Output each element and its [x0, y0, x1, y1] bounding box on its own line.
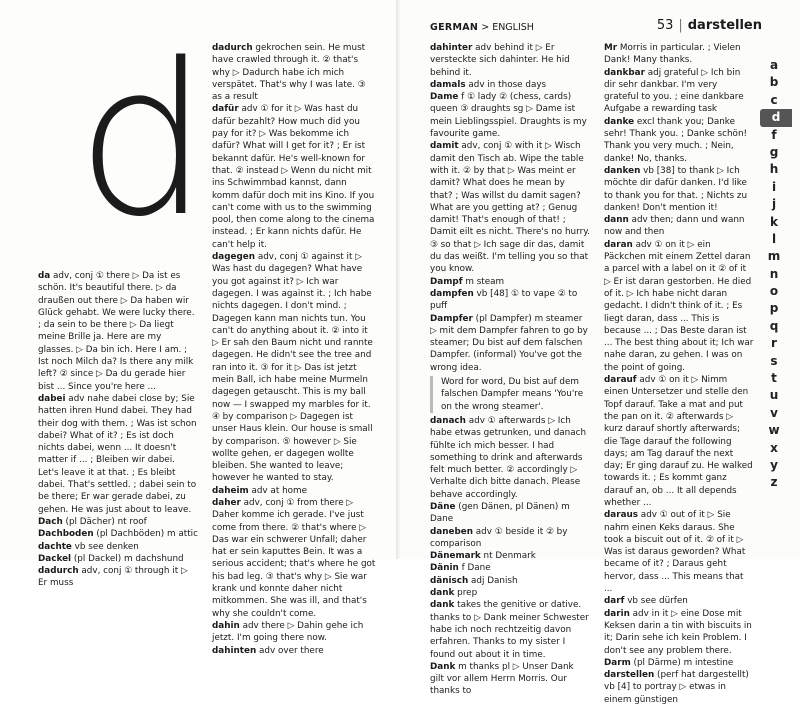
entry-headword: daher [212, 497, 241, 508]
entry-definition: m steam [462, 276, 505, 287]
dictionary-entry [38, 393, 198, 516]
thumb-index-letter-x[interactable]: x [770, 440, 778, 455]
entry-headword: dahinter [430, 43, 473, 53]
thumb-index-letter-h[interactable]: h [769, 162, 779, 177]
thumb-index-letter-w[interactable]: w [768, 423, 780, 438]
thumb-index-letter-p[interactable]: p [769, 301, 779, 316]
entry-definition: adv, conj ① from there ▷ Daher komme ich gerade. I've just come from there. ② that's where ▷ Das war ein schwerer Unfall; daher hat er sein kaputtes Bein. It was a serious accident; that's where he got his bad leg. ③ that's why ▷ Sie war krank und konnte daher nicht mitkommen. She was ill, and that's why she couldn't come. [212, 497, 376, 619]
thumb-index-letter-r[interactable]: r [771, 336, 777, 351]
dictionary-entry [604, 657, 754, 669]
thumb-index-letter-a[interactable]: a [769, 58, 779, 72]
entry-definition: f Dane [458, 563, 491, 574]
thumb-index-letter-m[interactable]: m [767, 249, 781, 264]
dictionary-entry [212, 485, 376, 497]
entry-definition: adv ① beside it ② by comparison [430, 526, 568, 549]
dictionary-entry [604, 214, 754, 239]
dictionary-entry [430, 587, 590, 599]
dictionary-entry [604, 608, 754, 657]
dictionary-entry [38, 528, 198, 540]
dictionary-entry [430, 276, 590, 288]
entry-definition: adv, conj ① there ▷ Da ist es schön. It's beautiful there. ▷ da draußen out there ▷ Da haben wir Glück gehabt. We were lucky there. ; da sein to be there ▷ Da liegt meine Brille ja. Here are my glasses. ▷ Da bin ich. Here I am. ; Ist noch Milch da? Is there any milk left? ② since ▷ Da du gerade hier bist ... Since you're here ... [38, 271, 195, 392]
entry-headword: dadurch [212, 43, 253, 53]
entry-headword: dann [604, 215, 629, 226]
right-page [400, 0, 800, 705]
column-1 [38, 270, 198, 589]
entry-definition: adv, conj ① with it ▷ Wisch damit den Tisch ab. Wipe the table with it. ② by that ▷ Was meint er damit? What does he mean by that? ; Was willst du damit sagen? What are you getting at? ; Genug damit! That's enough of that! ; Damit eilt es nicht. There's no hurry. ③ so that ▷ Ich sage dir das, damit du das weißt. I'm telling you so that you know. [430, 141, 590, 275]
header-source-language: GERMAN [430, 22, 479, 33]
entry-headword: dankbar [604, 67, 645, 78]
entry-headword: daraus [604, 510, 639, 521]
entry-headword: dänisch [430, 575, 469, 586]
entry-definition: adv ① on it ▷ Nimm einen Untersetzer und stelle den Topf darauf. Take a mat and put the pan on it. ② afterwards ▷ kurz darauf shortly afterwards; die Tage darauf the following days; am Tag darauf the next day; Er ging darauf zu. He walked towards it. ; Es kommt ganz darauf an, ob ... It all depends whether ... [604, 375, 753, 508]
entry-definition: vb see denken [71, 541, 139, 552]
thumb-index-letter-j[interactable]: j [771, 197, 777, 212]
entry-definition: vb [48] ① to vape ② to puff [430, 288, 578, 312]
entry-headword: damals [430, 79, 466, 90]
entry-definition: adv ① for it ▷ Was hast du dafür bezahlt? How much did you pay for it? ▷ Was bekomme ich dafür? What will I get for it? ; Er ist bekannt dafür. He's well-known for that. ② instead ▷ Wenn du nicht mit ins Schwimmbad kannst, dann komm dafür doch mit ins Kino. If you can't come with us to the swimming pool, then come along to the cinema instead. ; Er kann nichts dafür. He can't help it. [212, 104, 375, 250]
entry-definition: adj grateful ▷ Ich bin dir sehr dankbar. I'm very grateful to you. ; eine dankbare Aufgabe a rewarding task [604, 67, 744, 115]
entry-headword: dabei [38, 393, 66, 404]
dictionary-entry [604, 42, 754, 67]
dictionary-entry [212, 645, 376, 657]
entry-definition: adv in it ▷ eine Dose mit Keksen darin a tin with biscuits in it; Darin sehe ich kein Problem. I don't see any problem there. [604, 608, 752, 656]
thumb-index-letter-l[interactable]: l [771, 231, 777, 246]
header-target-language: ENGLISH [492, 22, 534, 33]
entry-definition: vb see dürfen [624, 596, 688, 607]
dictionary-entry [212, 497, 376, 620]
entry-definition: vb [38] to thank ▷ Ich möchte dir dafür danken. I'd like to thank you for that. ; Nichts zu danken! Don't mention it! [604, 165, 748, 213]
entry-headword: Dachboden [38, 529, 94, 540]
entry-headword: Darm [604, 657, 631, 668]
entry-definition: (pl Dächer) nt roof [62, 516, 147, 527]
entry-headword: Dackel [38, 553, 72, 564]
thumb-index-letter-f[interactable]: f [771, 127, 777, 142]
entry-definition: f ① lady ② (chess, cards) queen ③ draughts sg ▷ Dame ist mein Lieblingsspiel. Draughts is my favourite game. [430, 92, 587, 140]
usage-note: Word for word, Du bist auf dem falschen Dampfer means 'You're on the wrong steamer'. [430, 376, 590, 413]
entry-headword: Dank [430, 661, 456, 672]
entry-headword: dahinten [212, 645, 257, 656]
entry-headword: da [38, 271, 51, 281]
entry-headword: dagegen [212, 252, 256, 263]
entry-definition: (pl Dackel) m dachshund [71, 553, 184, 564]
entry-headword: danke [604, 116, 635, 127]
thumb-index-letter-i[interactable]: i [771, 179, 777, 194]
page-header [657, 18, 762, 33]
dictionary-entry [430, 501, 590, 526]
alphabet-thumb-index [764, 57, 784, 492]
thumb-index-letter-o[interactable]: o [769, 284, 779, 299]
entry-definition: adv in those days [465, 79, 547, 90]
entry-definition: takes the genitive or dative. thanks to ▷ Dank meiner Schwester habe ich noch rechtzeitig davon erfahren. Thanks to my sister I found out about it in time. [430, 600, 589, 660]
entry-definition: adv behind it ▷ Er versteckte sich dahinter. He hid behind it. [430, 43, 570, 78]
dictionary-entry [38, 565, 198, 590]
entry-headword: damit [430, 141, 459, 152]
entry-headword: darauf [604, 375, 637, 386]
entry-definition: adv there ▷ Dahin gehe ich jetzt. I'm going there now. [212, 620, 364, 644]
entry-definition: adv, conj ① through it ▷ Er muss [38, 566, 188, 589]
dictionary-entry [430, 140, 590, 275]
entry-definition: gekrochen sein. He must have crawled through it. ② that's why ▷ Dadurch habe ich mich verspätet. That's why I was late. ③ as a result [212, 43, 366, 103]
entry-definition: adv at home [248, 485, 308, 496]
dictionary-entry [604, 509, 754, 595]
language-header [430, 22, 534, 33]
entry-definition: adv over there [256, 645, 324, 656]
dictionary-entry [604, 595, 754, 607]
entry-headword: dahin [212, 620, 240, 631]
entry-definition: adv nahe dabei close by; Sie hatten ihren Hund dabei. They had their dog with them. ; Was ist schon dabei? What of it? ; Es ist doch nichts dabei, wenn ... It doesn't matter if ... ; Bleiben wir dabei. Let's leave it at that. ; Es bleibt dabei. That's settled. ; dabei sein to be there; Er war gerade dabei, zu gehen. He was just about to leave. [38, 393, 197, 515]
entry-definition: excl thank you; Danke sehr! Thank you. ; Danke schön! Thank you very much. ; Nein, danke! No, thanks. [604, 116, 748, 164]
dictionary-entry [430, 415, 590, 501]
dictionary-entry [430, 42, 590, 79]
dictionary-entry [430, 79, 590, 91]
dictionary-entry [430, 288, 590, 313]
thumb-index-letter-z[interactable]: z [770, 475, 778, 490]
entry-headword: darstellen [604, 670, 655, 681]
thumb-index-letter-k[interactable]: k [770, 214, 778, 229]
dictionary-entry [604, 67, 754, 116]
entry-definition: adv, conj ① against it ▷ Was hast du dagegen? What have you got against it? ▷ Ich war dagegen. I was against it. ; Ich habe nichts dagegen. I don't mind. ; Dagegen kann man nichts tun. You can't do anything about it. ② into it ▷ Er sah den Baum nicht und rannte dagegen. He didn't see the tree and ran into it. ③ for it ▷ Das ist jetzt mein Ball, ich habe meine Murmeln dagegen getauscht. This is my ball now — I swapped my marbles for it. ④ by comparison ▷ Dagegen ist unser Haus klein. Our house is small by comparison. ⑤ however ▷ Sie wollte gehen, er dagegen wollte bleiben. She wanted to leave; however he wanted to stay. [212, 252, 373, 484]
entry-headword: daran [604, 239, 633, 250]
entry-definition: adv then; dann und wann now and then [604, 215, 745, 238]
column-3 [430, 42, 590, 697]
thumb-index-letter-b[interactable]: b [769, 75, 779, 90]
entry-headword: Däne [430, 501, 456, 512]
dictionary-entry [604, 116, 754, 165]
entry-headword: daneben [430, 526, 473, 537]
entry-definition: (pl Dachböden) m attic [93, 529, 198, 540]
entry-headword: Mr [604, 43, 618, 53]
entry-headword: dadurch [38, 566, 79, 577]
dictionary-entry [430, 313, 590, 374]
entry-headword: Dampf [430, 276, 463, 287]
dictionary-entry [430, 526, 590, 551]
thumb-index-letter-g[interactable]: g [769, 144, 779, 159]
dictionary-entry [212, 251, 376, 485]
dictionary-entry [212, 42, 376, 103]
thumb-index-letter-s[interactable]: s [770, 353, 778, 368]
dictionary-entry [212, 103, 376, 251]
entry-headword: dachte [38, 541, 72, 552]
entry-definition: adv ① on it ▷ ein Päckchen mit einem Zettel daran a parcel with a label on it ② of it ▷ Er ist daran gestorben. He died of it. ▷ Ich habe nicht daran gedacht. I didn't think of it. ; Es liegt daran, dass ... This is because ... ; Das Beste daran ist ... The best thing about it; Ich war nahe daran, zu gehen. I was on the point of going. [604, 239, 754, 373]
thumb-index-letter-t[interactable]: t [771, 371, 777, 386]
thumb-index-letter-d[interactable]: d [760, 109, 792, 126]
thumb-index-letter-c[interactable]: c [770, 92, 778, 107]
dictionary-entry [38, 541, 198, 553]
left-page [0, 0, 398, 656]
entry-definition: adv ① out of it ▷ Sie nahm einen Keks daraus. She took a biscuit out of it. ② of it ▷ Was ist daraus geworden? What became of it? ; Daraus geht hervor, dass ... This means that ... [604, 510, 746, 595]
entry-headword: dampfen [430, 288, 474, 299]
section-letter: d [76, 18, 210, 263]
entry-definition: adv ① afterwards ▷ Ich habe etwas getrunken, und danach fühlte ich mich besser. I had something to drink and afterwards felt much better. ② accordingly ▷ Verhalte dich bitte danach. Please behave accordingly. [430, 415, 587, 500]
entry-definition: (perf hat dargestellt) vb [4] to portray ▷ etwas in einem günstigen [604, 670, 749, 705]
entry-definition: prep [454, 588, 478, 599]
header-divider: | [678, 18, 683, 33]
entry-definition: nt Denmark [480, 551, 536, 562]
entry-headword: danach [430, 415, 466, 426]
dictionary-entry [430, 575, 590, 587]
entry-definition: (gen Dänen, pl Dänen) m Dane [430, 501, 570, 525]
entry-headword: danken [604, 165, 641, 176]
dictionary-entry [38, 516, 198, 528]
entry-headword: darf [604, 596, 625, 607]
entry-headword: Dame [430, 92, 459, 103]
dictionary-entry [430, 599, 590, 660]
entry-definition: (pl Dampfer) m steamer ▷ mit dem Dampfer fahren to go by steamer; Du bist auf dem falschen Dampfer. (informal) You've got the wrong idea. [430, 313, 588, 373]
thumb-index-letter-v[interactable]: v [770, 405, 778, 420]
dictionary-entry [604, 239, 754, 374]
thumb-index-letter-y[interactable]: y [770, 457, 778, 472]
dictionary-entry [212, 620, 376, 645]
entry-headword: dank [430, 588, 455, 599]
header-separator: > [481, 22, 490, 33]
thumb-index-letter-n[interactable]: n [769, 266, 779, 281]
column-4 [604, 42, 754, 705]
entry-headword: Dänemark [430, 551, 481, 562]
dictionary-entry [38, 553, 198, 565]
dictionary-entry [430, 91, 590, 140]
dictionary-entry [38, 270, 198, 393]
dictionary-entry [430, 550, 590, 562]
entry-headword: dank [430, 600, 455, 611]
dictionary-entry [430, 562, 590, 574]
dictionary-entry [604, 669, 754, 706]
entry-headword: dafür [212, 104, 239, 115]
guide-word: darstellen [687, 18, 762, 33]
dictionary-entry [430, 661, 590, 698]
entry-headword: Dach [38, 516, 63, 527]
entry-headword: darin [604, 608, 630, 619]
dictionary-entry [604, 165, 754, 214]
page-number: 53 [656, 18, 674, 33]
entry-definition: Morris in particular. ; Vielen Dank! Many thanks. [604, 43, 741, 66]
entry-definition: (pl Därme) m intestine [630, 657, 734, 668]
entry-headword: Dampfer [430, 313, 473, 324]
entry-definition: m thanks pl ▷ Unser Dank gilt vor allem Herrn Morris. Our thanks to [430, 661, 574, 697]
thumb-index-letter-q[interactable]: q [769, 318, 779, 333]
dictionary-entry [604, 374, 754, 509]
entry-headword: Dänin [430, 563, 459, 574]
thumb-index-letter-u[interactable]: u [769, 388, 779, 403]
entry-headword: daheim [212, 485, 249, 496]
column-2 [212, 42, 376, 656]
entry-definition: adj Danish [468, 575, 518, 586]
